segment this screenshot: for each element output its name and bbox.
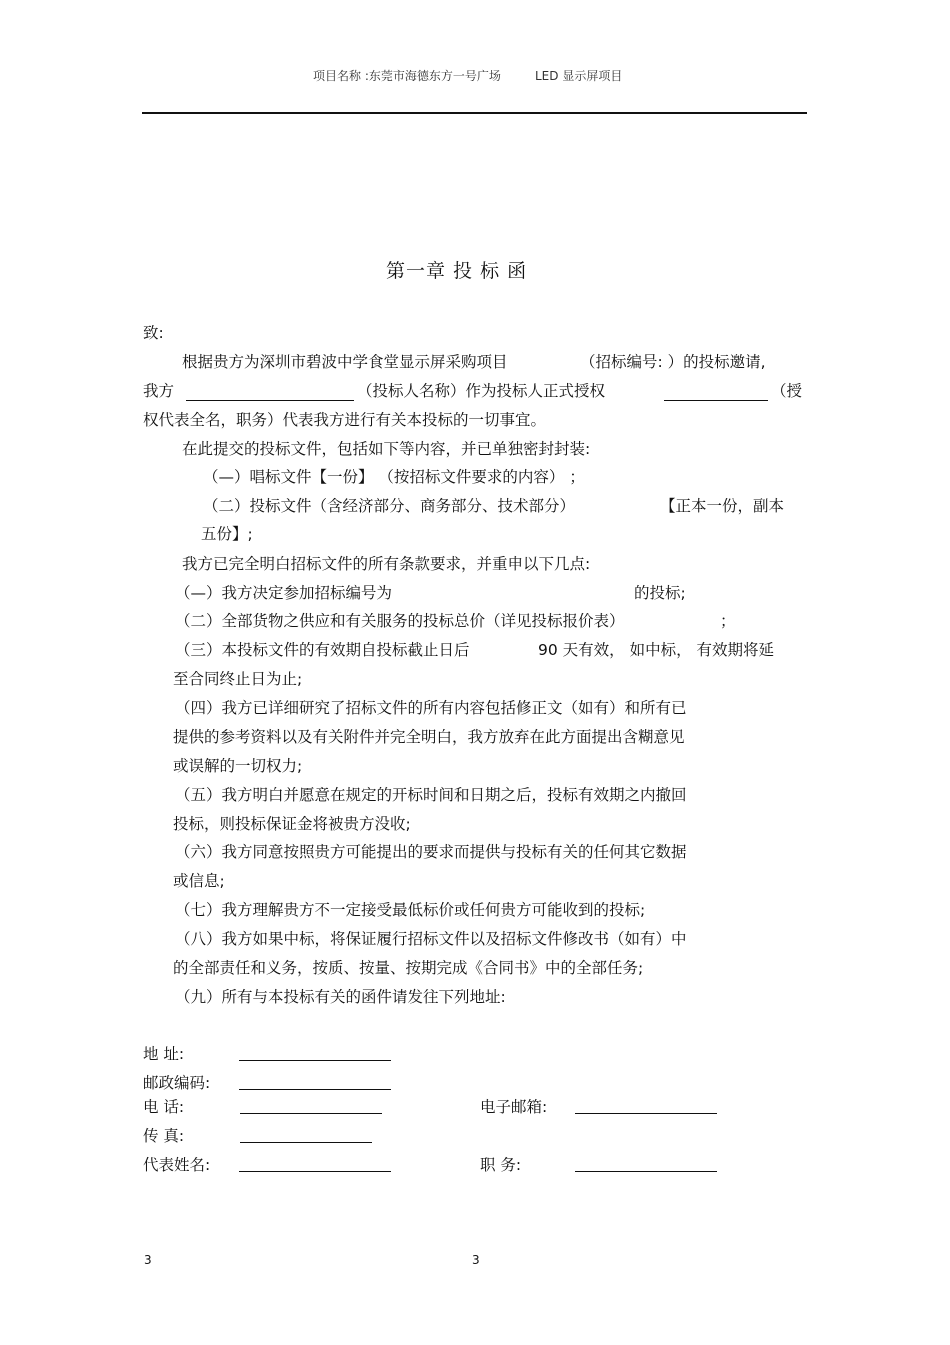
- intro-line2c: （授: [771, 382, 803, 400]
- point-5a: （五）我方明白并愿意在规定的开标时间和日期之后，投标有效期之内撤回: [175, 786, 687, 804]
- representative-name-blank: [239, 1171, 391, 1172]
- page-number-right: 3: [472, 1253, 480, 1267]
- header-rule: [142, 112, 807, 114]
- address-blank: [239, 1060, 391, 1061]
- point-3c: 至合同终止日为止;: [173, 670, 303, 688]
- point-3b: 90 天有效， 如中标， 有效期将延: [538, 641, 775, 659]
- declaration-intro: 我方已完全明白招标文件的所有条款要求，并重申以下几点:: [182, 555, 591, 573]
- intro-line1b: （招标编号: ）的投标邀请,: [580, 353, 766, 371]
- point-1b: 的投标;: [634, 584, 686, 602]
- point-8b: 的全部责任和义务，按质、按量、按期完成《合同书》中的全部任务;: [173, 959, 644, 977]
- point-8a: （八）我方如果中标，将保证履行招标文件以及招标文件修改书（如有）中: [175, 930, 687, 948]
- point-4c: 或误解的一切权力;: [173, 757, 303, 775]
- point-5b: 投标，则投标保证金将被贵方没收;: [173, 815, 411, 833]
- point-3a: （三）本投标文件的有效期自投标截止日后: [175, 641, 470, 659]
- point-4a: （四）我方已详细研究了招标文件的所有内容包括修正文（如有）和所有已: [175, 699, 687, 717]
- intro-line2b: （投标人名称）作为投标人正式授权: [357, 382, 606, 400]
- intro-line3: 权代表全名，职务）代表我方进行有关本投标的一切事宜。: [143, 411, 547, 429]
- position-label: 职 务:: [480, 1156, 522, 1174]
- representative-blank: [664, 400, 768, 401]
- postal-blank: [239, 1089, 391, 1090]
- point-7: （七）我方理解贵方不一定接受最低标价或任何贵方可能收到的投标;: [175, 901, 646, 919]
- header-project-suffix: LED 显示屏项目: [535, 69, 623, 83]
- point-2a: （二）全部货物之供应和有关服务的投标总价（详见投标报价表）: [175, 612, 625, 630]
- email-label: 电子邮箱:: [480, 1098, 548, 1116]
- phone-label: 电 话:: [143, 1098, 185, 1116]
- point-4b: 提供的参考资料以及有关附件并完全明白，我方放弃在此方面提出含糊意见: [173, 728, 685, 746]
- intro-line2a: 我方: [143, 382, 175, 400]
- position-blank: [575, 1171, 717, 1172]
- chapter-title: 第一章 投 标 函: [386, 260, 528, 282]
- phone-blank: [240, 1113, 382, 1114]
- point-2b: ；: [720, 612, 736, 630]
- fax-label: 传 真:: [143, 1127, 185, 1145]
- address-label: 地 址:: [143, 1045, 185, 1063]
- point-9: （九）所有与本投标有关的函件请发往下列地址:: [175, 988, 506, 1006]
- representative-label: 代表姓名:: [143, 1156, 211, 1174]
- point-6b: 或信息;: [173, 872, 225, 890]
- postal-label: 邮政编码:: [143, 1074, 211, 1092]
- fax-blank: [240, 1142, 372, 1143]
- submitted-item2a: （二）投标文件（含经济部分、商务部分、技术部分）: [203, 497, 576, 515]
- submitted-item1: （—）唱标文件【一份】 （按招标文件要求的内容） ；: [203, 468, 585, 486]
- intro-line1a: 根据贵方为深圳市碧波中学食堂显示屏采购项目: [182, 353, 508, 371]
- point-6a: （六）我方同意按照贵方可能提出的要求而提供与投标有关的任何其它数据: [175, 843, 687, 861]
- salutation: 致:: [143, 324, 164, 342]
- submitted-intro: 在此提交的投标文件，包括如下等内容，并已单独密封封装:: [182, 440, 591, 458]
- email-blank: [575, 1113, 717, 1114]
- page-number-left: 3: [144, 1253, 152, 1267]
- point-1a: （—）我方决定参加招标编号为: [175, 584, 393, 602]
- header-project-name: 项目名称 :东莞市海德东方一号广场: [313, 69, 501, 83]
- bidder-name-blank: [186, 400, 354, 401]
- submitted-item2b: 【正本一份，副本: [660, 497, 785, 515]
- submitted-item2c: 五份】;: [201, 525, 253, 543]
